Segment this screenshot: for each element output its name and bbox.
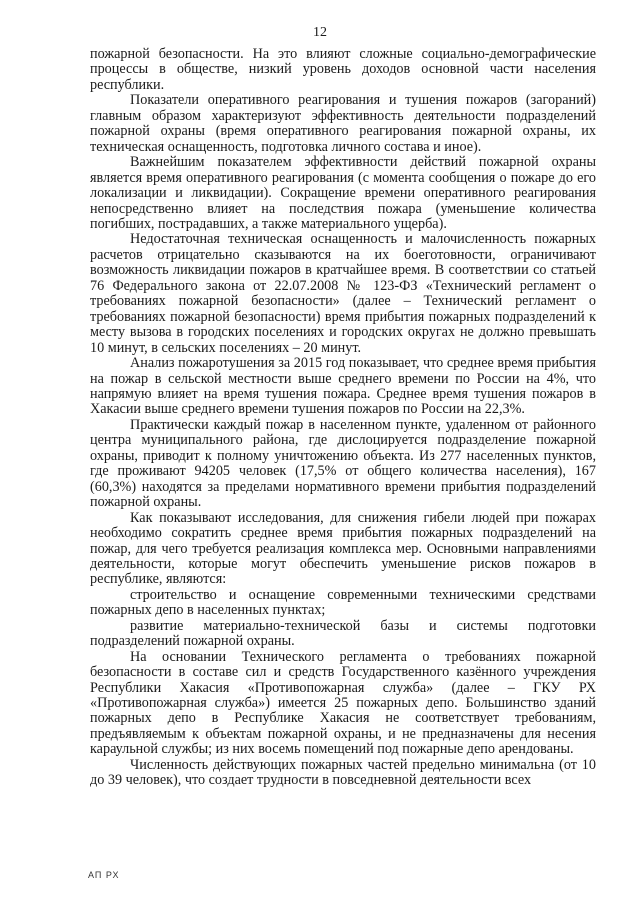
page-number: 12 [313,25,327,40]
paragraph-analysis-2015: Анализ пожаротушения за 2015 год показывает, что среднее время прибытия на пожар в сельской местности выше среднего времени по России на 4%, что напрямую влияет на время тушения пожара. Среднее время тушения пожаров в Хакасии выше среднего времени тушения пожаров по России на 22,3%. [90,355,596,418]
paragraph-continuation: пожарной безопасности. На это влияют сложные социально-демографические процессы в обществе, низкий уровень доходов основной части населения республики. [90,46,596,93]
list-item-development: развитие материально-технической базы и системы подготовки подразделений пожарной охраны. [90,617,596,650]
list-item-construction: строительство и оснащение современными техническими средствами пожарных депо в населенных пунктах; [90,586,596,619]
paragraph-research: Как показывают исследования, для снижения гибели людей при пожарах необходимо сократить среднее время прибытия пожарных подразделений на пожар, для чего требуется реализация комплекса мер. Основными направлениями деятельности, которые могут обеспечить уменьшение рисков пожаров в республике, являются: [90,509,596,588]
paragraph-remote-settlements: Практически каждый пожар в населенном пункте, удаленном от районного центра муниципального района, где дислоцируется подразделение пожарной охраны, приводит к полному уничтожению объекта. Из 277 населенных пунктов, где проживают 94205 человек (17,5% от общего количества населения), 167 (60,3%) находятся за пределами нормативного времени прибытия подразделений пожарной охраны. [90,416,596,511]
body-text [90,47,596,789]
footer-stamp: АП РХ [88,870,120,880]
paragraph-fire-depots: На основании Технического регламента о требованиях пожарной безопасности в составе сил и средств Государственного казённого учреждения Республики Хакасия «Противопожарная служба» (далее – ГКУ РХ «Противопожарная служба») имеется 25 пожарных депо. Большинство зданий пожарных депо в Республике Хакасия не соответствует требованиям, предъявляемым к объектам пожарной охраны, и не предназначены для несения караульной службы; из них восемь помещений под пожарные депо арендованы. [90,648,596,758]
paragraph-technical-equipment: Недостаточная техническая оснащенность и малочисленность пожарных расчетов отрицательно сказываются на их боеготовности, ограничивают возможность ликвидации пожаров в кратчайшее время. В соответствии со статьей 76 Федерального закона от 22.07.2008 № 123-ФЗ «Технический регламент о требованиях пожарной безопасности» (далее – Технический регламент о требованиях пожарной безопасности) время прибытия пожарных подразделений к месту вызова в городских поселениях и городских округах не должно превышать 10 минут, в сельских поселениях – 20 минут. [90,231,596,356]
paragraph-response-indicators: Показатели оперативного реагирования и тушения пожаров (загораний) главным образом характеризуют эффективность деятельности подразделений пожарной охраны (время оперативного реагирования пожарной охраны, их техническая оснащенность, подготовка личного состава и иное). [90,92,596,155]
paragraph-response-time: Важнейшим показателем эффективности действий пожарной охраны является время оперативного реагирования (с момента сообщения о пожаре до его локализации и ликвидации). Сокращение времени оперативного реагирования непосредственно влияет на последствия пожара (уменьшение количества погибших, пострадавших, а также материального ущерба). [90,154,596,232]
paragraph-staffing: Численность действующих пожарных частей предельно минимальна (от 10 до 39 человек), что создает трудности в повседневной деятельности всех [90,756,596,789]
